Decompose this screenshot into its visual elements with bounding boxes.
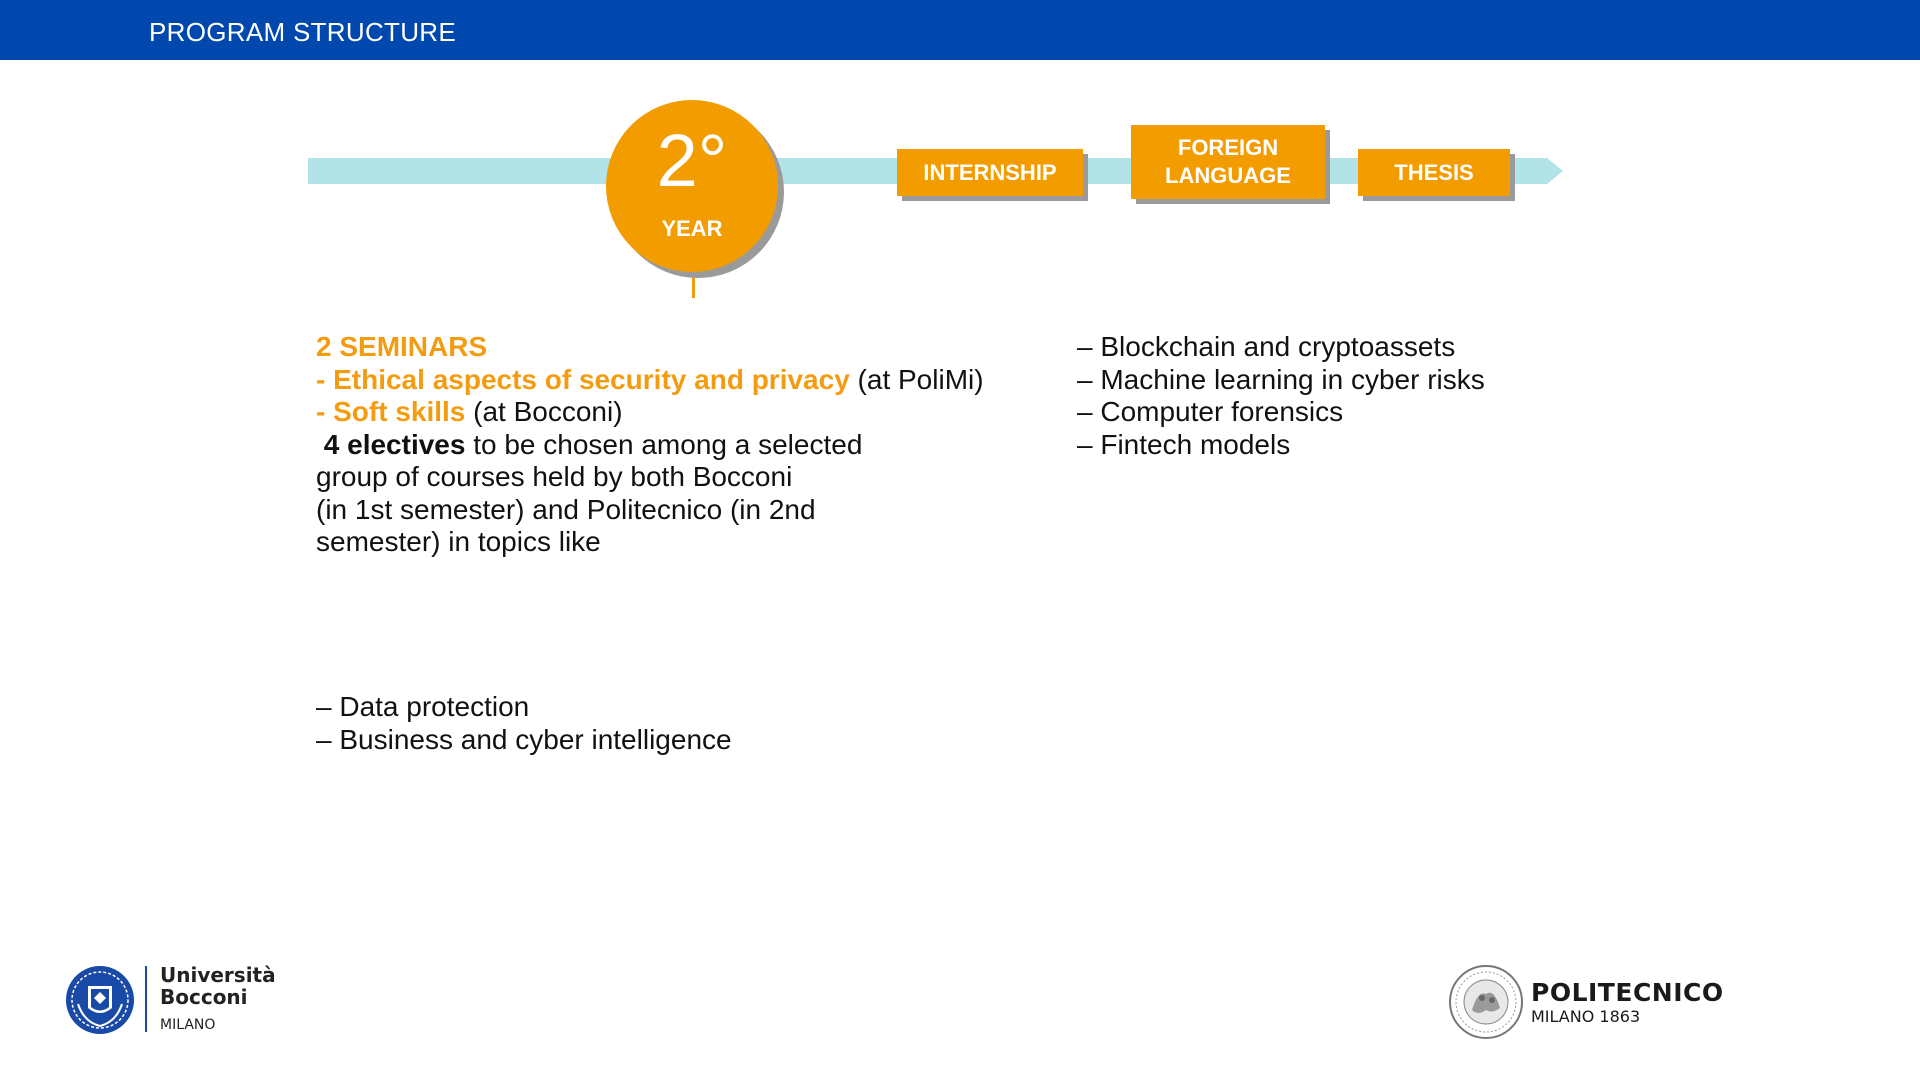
polimi-logo xyxy=(1448,964,1724,1042)
foreign-language-box xyxy=(1131,125,1325,199)
seminars-title: 2 SEMINARS xyxy=(316,331,488,362)
year-marker-stem xyxy=(692,268,695,298)
page-title: PROGRAM STRUCTURE xyxy=(149,17,456,47)
timeline-arrow-icon xyxy=(1547,158,1563,184)
bocconi-city: MILANO xyxy=(160,1017,216,1033)
internship-label: INTERNSHIP xyxy=(923,159,1057,185)
seminar-2-name: - Soft skills xyxy=(316,396,466,427)
electives-line-3: (in 1st semester) and Politecnico (in 2nd xyxy=(316,493,816,525)
topic-item: – Data protection xyxy=(316,691,530,722)
seminar-1-name: - Ethical aspects of security and privacy xyxy=(316,363,850,395)
bocconi-line1: Università xyxy=(160,963,276,987)
foreign-language-line1: FOREIGN xyxy=(1177,135,1279,160)
polimi-seal-icon xyxy=(1448,964,1524,1040)
year-label: YEAR xyxy=(661,216,723,241)
electives-line-1 xyxy=(316,429,1056,462)
seminar-1 xyxy=(316,364,1056,397)
topic-item: – Computer forensics xyxy=(1077,396,1344,427)
thesis-box xyxy=(1358,149,1510,196)
polimi-sub: MILANO 1863 xyxy=(1531,1007,1641,1026)
seminar-1-location: (at PoliMi) xyxy=(849,363,984,395)
header-bar xyxy=(0,0,1920,60)
thesis-label: THESIS xyxy=(1394,159,1474,185)
topic-item: – Machine learning in cyber risks xyxy=(1077,363,1485,395)
year-number: 2° xyxy=(656,119,728,202)
bocconi-crest-icon xyxy=(64,964,136,1036)
foreign-language-line2: LANGUAGE xyxy=(1165,163,1291,188)
foreign-language-label xyxy=(1165,134,1291,190)
topics-list-bottom xyxy=(316,691,1056,756)
electives-count: 4 electives xyxy=(323,428,466,460)
internship-box xyxy=(897,149,1083,196)
topic-item: – Blockchain and cryptoassets xyxy=(1077,331,1456,362)
electives-line-4: semester) in topics like xyxy=(316,526,601,557)
bocconi-logo-divider xyxy=(145,966,147,1032)
topic-item: – Fintech models xyxy=(1077,428,1291,460)
year-circle xyxy=(606,100,778,272)
seminars-electives-text xyxy=(316,331,1056,559)
bocconi-logo xyxy=(64,964,274,1036)
topics-list-right xyxy=(1077,331,1677,461)
seminar-2-location: (at Bocconi) xyxy=(465,396,623,427)
electives-line-2: group of courses held by both Bocconi xyxy=(316,461,793,492)
polimi-wordmark xyxy=(1531,979,1724,1027)
topic-item: – Business and cyber intelligence xyxy=(316,723,732,755)
bocconi-line2: Bocconi xyxy=(160,985,248,1009)
polimi-name: POLITECNICO xyxy=(1531,978,1724,1007)
bocconi-wordmark xyxy=(160,964,276,1034)
electives-text-1: to be chosen among a selected xyxy=(465,428,863,460)
seminar-2 xyxy=(316,396,1056,429)
